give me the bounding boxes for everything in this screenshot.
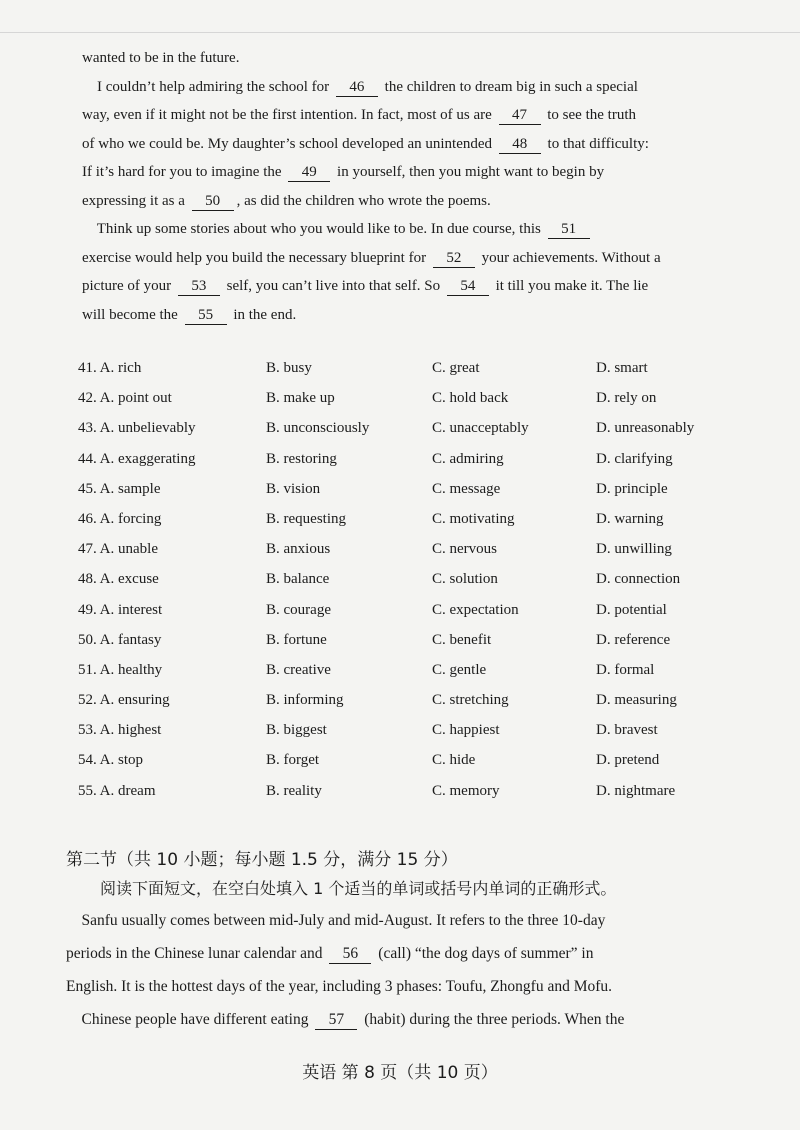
line-text: Chinese people have different eating [66,1011,313,1028]
option-d: D. connection [596,571,681,588]
option-a: 47. A. unable [78,541,158,558]
option-a: 43. A. unbelievably [78,420,196,437]
option-b: B. restoring [266,450,337,467]
option-b: B. balance [266,571,330,588]
question-row [78,445,738,475]
passage-line [82,44,722,73]
question-row [78,686,738,716]
passage-line [66,970,746,1003]
answer-options [78,354,738,807]
option-b: B. informing [266,692,344,709]
option-a: 51. A. healthy [78,661,163,678]
line-text: of who we could be. My daughter’s school developed an unintended [82,135,496,152]
line-text: I couldn’t help admiring the school for [82,78,333,95]
option-c: C. unacceptably [432,420,529,437]
line-text: periods in the Chinese lunar calendar and [66,945,327,962]
option-b: B. anxious [266,541,331,558]
option-c: C. benefit [432,631,492,648]
line-text: in yourself, then you might want to begin by [333,164,605,180]
option-a: 46. A. forcing [78,510,162,527]
option-d: D. bravest [596,722,658,739]
line-text: self, you can’t live into that self. So [222,278,444,294]
line-text: will become the [82,306,182,323]
option-c: C. expectation [432,601,519,618]
grammar-passage [66,904,746,1036]
question-row [78,354,738,384]
line-text: expressing it as a [82,192,189,209]
option-a: 44. A. exaggerating [78,450,196,467]
option-d: D. measuring [596,692,677,709]
option-a: 54. A. stop [78,752,144,769]
passage-line [82,244,722,273]
line-text: Sanfu usually comes between mid-July and mid-August. It refers to the three 10-day [66,912,606,929]
line-text: (call) “the dog days of summer” in [374,945,594,962]
passage-line [82,130,722,159]
option-c: C. stretching [432,692,509,709]
option-d: D. rely on [596,390,657,407]
option-a: 52. A. ensuring [78,692,170,709]
option-c: C. hide [432,752,476,769]
option-c: C. hold back [432,390,509,407]
passage-line [82,101,722,130]
option-b: B. unconsciously [266,420,370,437]
line-text: English. It is the hottest days of the year, including 3 phases: Toufu, Zhongfu and Mofu. [66,978,613,995]
passage-line [82,215,722,244]
question-row [78,596,738,626]
line-text: , as did the children who wrote the poems. [236,192,491,209]
option-b: B. make up [266,390,335,407]
option-b: B. vision [266,480,321,497]
option-d: D. formal [596,661,655,678]
option-d: D. potential [596,601,667,618]
line-text: Think up some stories about who you would like to be. In due course, this [82,221,545,237]
line-text: wanted to be in the future. [82,50,240,66]
option-b: B. busy [266,360,312,376]
line-text: the children to dream big in such a special [380,78,638,95]
option-b: B. fortune [266,631,327,648]
passage-line [82,73,722,102]
option-d: D. unreasonably [596,420,695,437]
question-row [78,384,738,414]
line-text: in the end. [229,306,297,323]
passage-line [82,272,722,301]
option-c: C. nervous [432,541,497,558]
blank-number: 57 [315,1011,357,1030]
line-text: picture of your [82,278,175,294]
blank-number: 55 [185,306,227,325]
line-text: your achievements. Without a [477,249,661,266]
passage-line [66,904,746,937]
line-text: it till you make it. The lie [491,278,649,294]
passage-line [66,1003,746,1036]
question-row [78,475,738,505]
option-a: 41. A. rich [78,360,142,376]
passage-line [66,937,746,970]
question-row [78,777,738,807]
option-d: D. warning [596,510,664,527]
question-row [78,626,738,656]
blank-number: 53 [178,277,220,296]
option-b: B. requesting [266,510,346,527]
blank-number: 47 [499,106,541,125]
option-a: 42. A. point out [78,390,172,407]
question-row [78,656,738,686]
option-b: B. biggest [266,722,327,739]
option-a: 55. A. dream [78,782,156,799]
option-d: D. pretend [596,752,660,769]
option-d: D. unwilling [596,541,672,558]
line-text: to see the truth [543,107,636,123]
section-title: 第二节（共 10 小题；每小题 1.5 分，满分 15 分） [66,850,458,870]
option-d: D. reference [596,631,671,648]
option-d: D. principle [596,480,668,497]
option-d: D. nightmare [596,782,676,799]
blank-number: 46 [336,78,378,97]
option-c: C. great [432,360,480,376]
question-row [78,716,738,746]
blank-number: 54 [447,277,489,296]
question-row [78,565,738,595]
option-b: B. creative [266,661,331,678]
option-c: C. gentle [432,661,487,678]
blank-number: 49 [288,163,330,182]
option-c: C. motivating [432,510,515,527]
option-d: D. clarifying [596,450,673,467]
option-a: 50. A. fantasy [78,631,162,648]
top-divider [0,32,800,33]
line-text: (habit) during the three periods. When the [360,1011,625,1028]
option-c: C. happiest [432,722,500,739]
option-a: 53. A. highest [78,722,162,739]
blank-number: 52 [433,249,475,268]
line-text: way, even if it might not be the first intention. In fact, most of us are [82,107,496,123]
option-c: C. admiring [432,450,504,467]
option-a: 48. A. excuse [78,571,159,588]
option-c: C. memory [432,782,500,799]
section-instruction: 阅读下面短文，在空白处填入 1 个适当的单词或括号内单词的正确形式。 [100,879,617,898]
page-footer: 英语 第 8 页（共 10 页） [302,1063,498,1083]
blank-number: 56 [329,945,371,964]
passage-line [82,187,722,216]
line-text: If it’s hard for you to imagine the [82,164,286,180]
blank-number: 48 [499,135,541,154]
passage-line [82,158,722,187]
question-row [78,746,738,776]
blank-number: 51 [548,220,590,239]
passage-line [82,301,722,330]
option-c: C. solution [432,571,498,588]
option-a: 45. A. sample [78,480,161,497]
question-row [78,505,738,535]
option-c: C. message [432,480,501,497]
blank-number: 50 [192,192,234,211]
option-b: B. courage [266,601,331,618]
cloze-passage [82,44,722,329]
option-b: B. reality [266,782,322,799]
question-row [78,414,738,444]
option-d: D. smart [596,360,648,376]
line-text: to that difficulty: [543,135,649,152]
question-row [78,535,738,565]
option-a: 49. A. interest [78,601,163,618]
line-text: exercise would help you build the necessary blueprint for [82,249,430,266]
option-b: B. forget [266,752,320,769]
